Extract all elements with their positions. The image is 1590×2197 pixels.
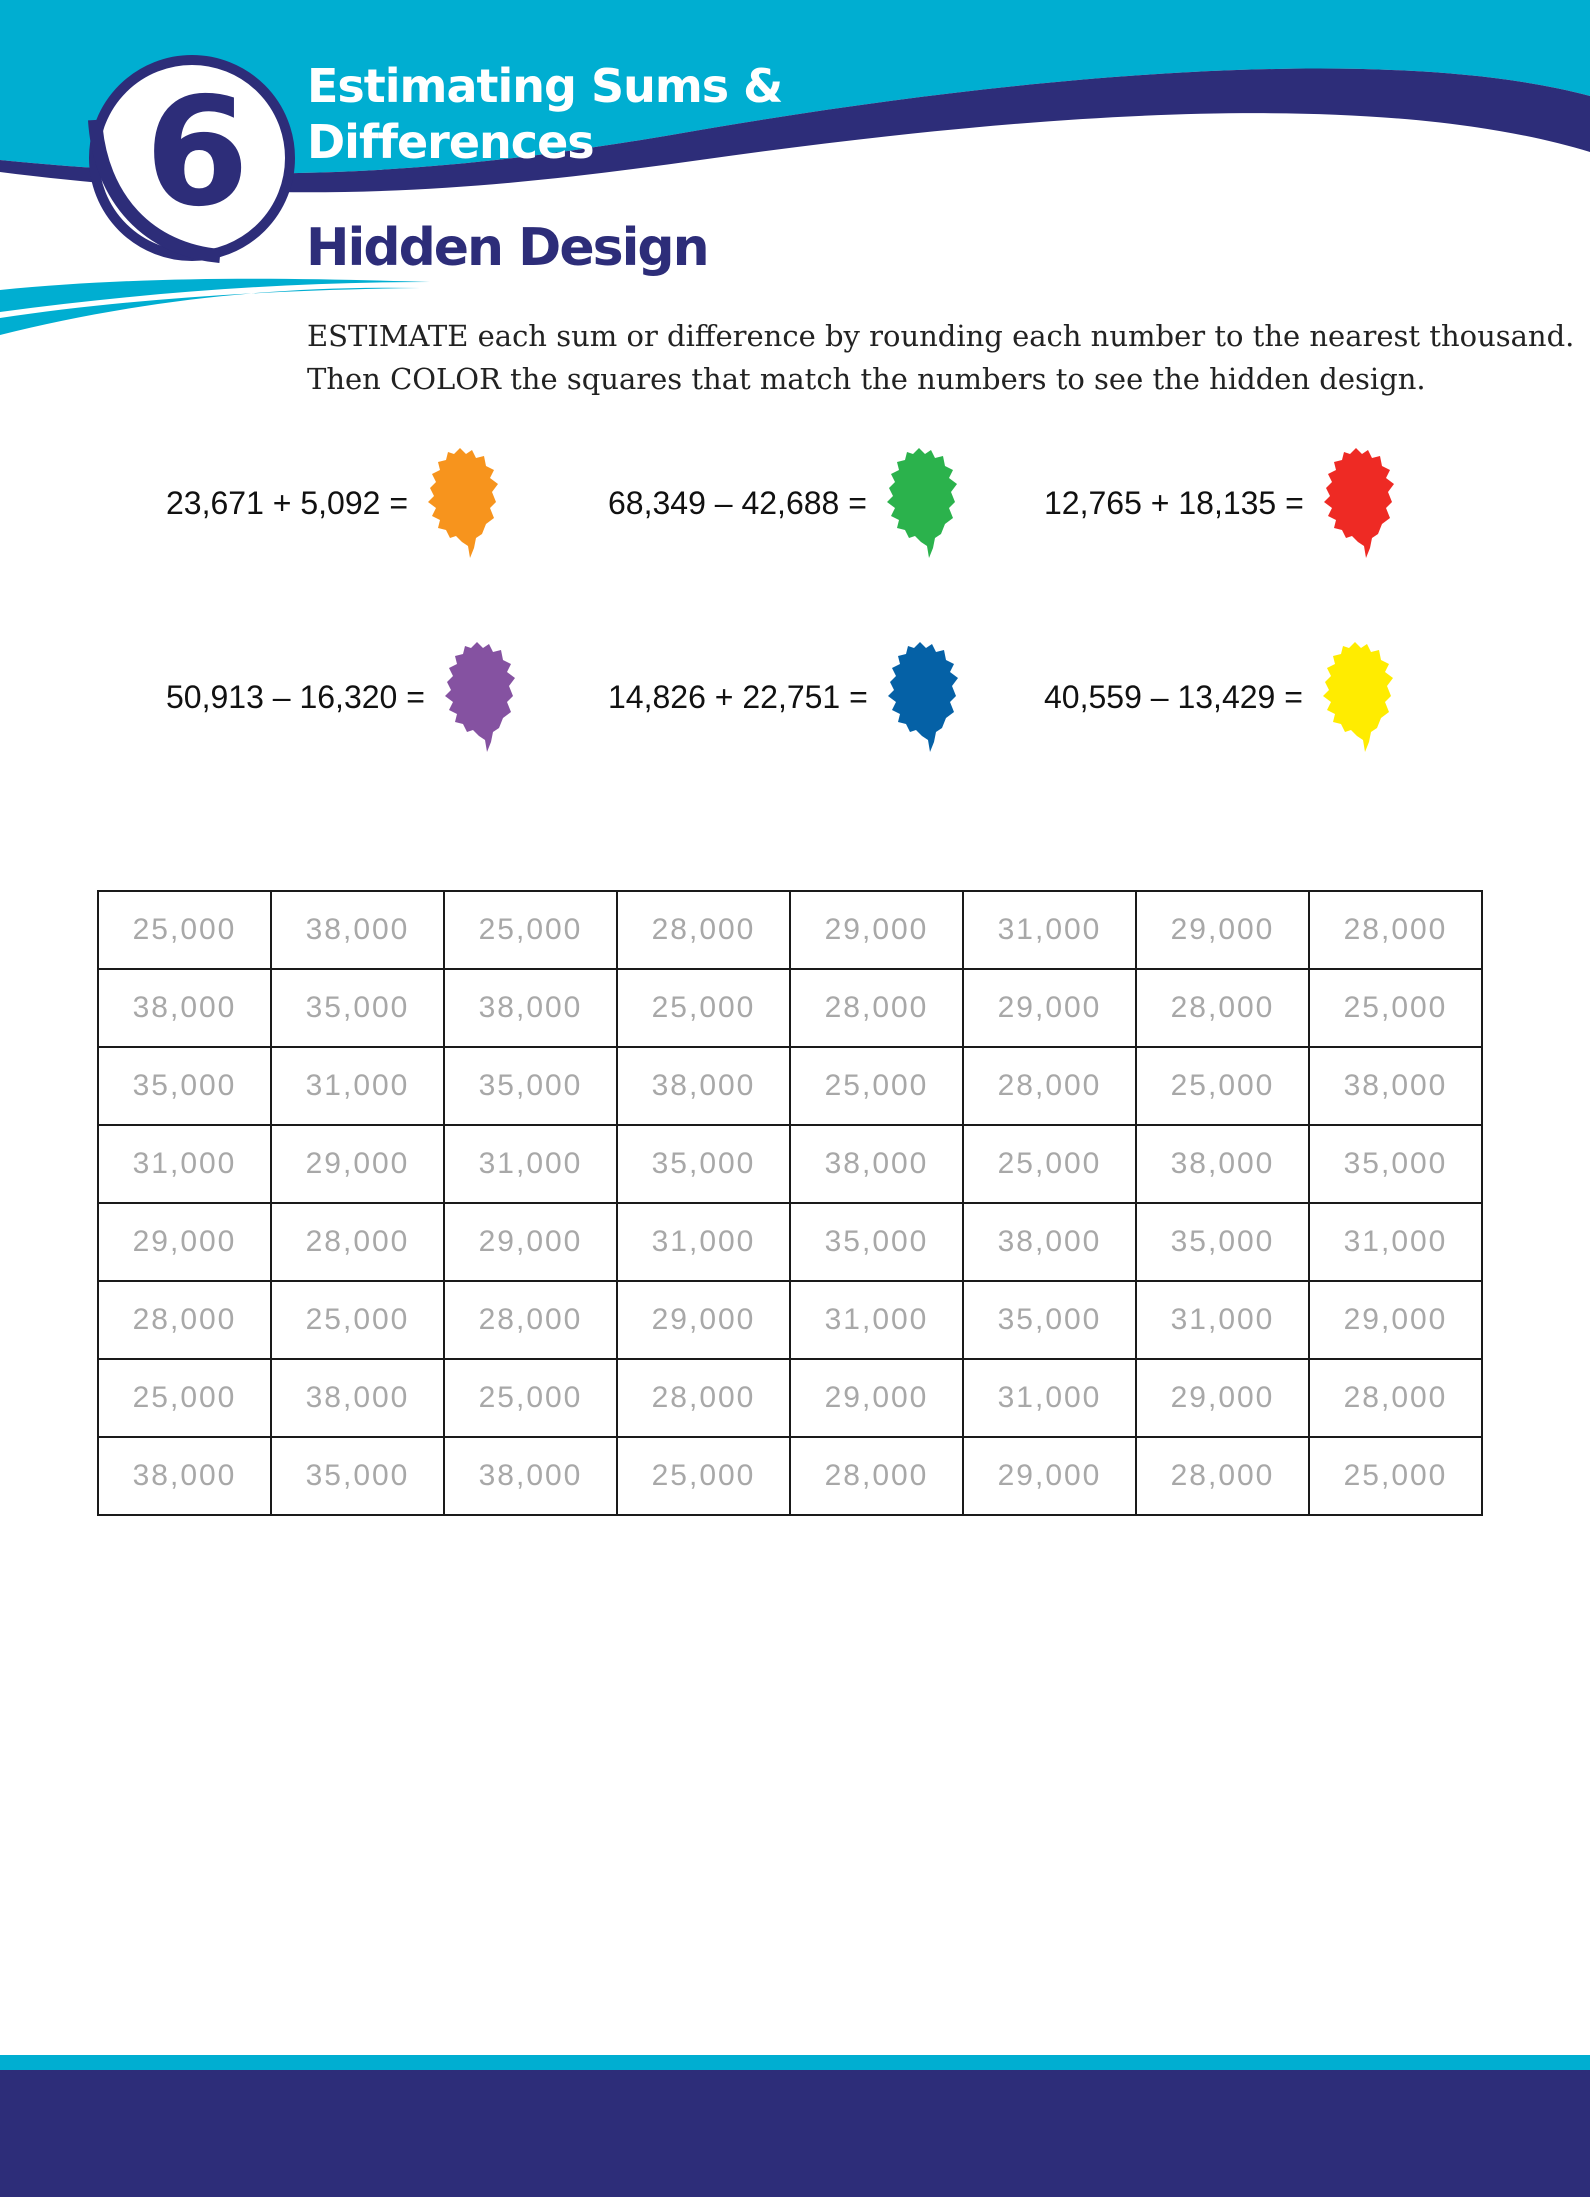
grid-cell[interactable]: 35,000	[271, 969, 444, 1047]
grid-cell[interactable]: 25,000	[1136, 1047, 1309, 1125]
table-row	[98, 1125, 1482, 1203]
unit-title-line-2: Differences	[307, 115, 594, 169]
grid-cell[interactable]: 25,000	[98, 891, 271, 969]
grid-cell[interactable]: 28,000	[271, 1203, 444, 1281]
page-title: Hidden Design	[306, 218, 708, 278]
red-paint-splat-icon	[1318, 444, 1398, 562]
hidden-design-grid	[97, 890, 1483, 1516]
problem-1	[166, 438, 502, 568]
grid-cell[interactable]: 31,000	[444, 1125, 617, 1203]
grid-cell[interactable]: 29,000	[963, 1437, 1136, 1515]
grid-cell[interactable]: 31,000	[617, 1203, 790, 1281]
problem-expression: 14,826 + 22,751 =	[608, 678, 868, 715]
grid-cell[interactable]: 31,000	[790, 1281, 963, 1359]
grid-cell[interactable]: 25,000	[98, 1359, 271, 1437]
instructions-line-1: ESTIMATE each sum or difference by rounding each number to the nearest thousand.	[307, 319, 1575, 353]
grid-cell[interactable]: 28,000	[1136, 969, 1309, 1047]
grid-cell[interactable]: 38,000	[963, 1203, 1136, 1281]
footer-bar	[0, 2070, 1590, 2197]
grid-cell[interactable]: 31,000	[963, 1359, 1136, 1437]
grid-cell[interactable]: 38,000	[444, 1437, 617, 1515]
grid-cell[interactable]: 29,000	[790, 891, 963, 969]
grid-cell[interactable]: 25,000	[444, 1359, 617, 1437]
grid-cell[interactable]: 38,000	[444, 969, 617, 1047]
grid-cell[interactable]: 29,000	[790, 1359, 963, 1437]
table-row	[98, 1281, 1482, 1359]
grid-cell[interactable]: 35,000	[444, 1047, 617, 1125]
orange-paint-splat-icon	[422, 444, 502, 562]
grid-cell[interactable]: 25,000	[1309, 1437, 1482, 1515]
grid-cell[interactable]: 38,000	[98, 969, 271, 1047]
problem-expression: 68,349 – 42,688 =	[608, 484, 867, 521]
grid-cell[interactable]: 25,000	[271, 1281, 444, 1359]
unit-title-line-1: Estimating Sums &	[307, 59, 783, 113]
instructions	[307, 315, 1575, 401]
grid-cell[interactable]: 28,000	[790, 1437, 963, 1515]
grid-cell[interactable]: 29,000	[271, 1125, 444, 1203]
table-row	[98, 1437, 1482, 1515]
grid-cell[interactable]: 28,000	[617, 1359, 790, 1437]
grid-cell[interactable]: 25,000	[617, 1437, 790, 1515]
grid-cell[interactable]: 25,000	[963, 1125, 1136, 1203]
grid-cell[interactable]: 35,000	[790, 1203, 963, 1281]
problem-2	[608, 438, 961, 568]
purple-paint-splat-icon	[439, 638, 519, 756]
problem-4	[166, 632, 519, 762]
grid-cell[interactable]: 38,000	[271, 891, 444, 969]
problem-expression: 12,765 + 18,135 =	[1044, 484, 1304, 521]
grid-cell[interactable]: 29,000	[617, 1281, 790, 1359]
grid-cell[interactable]: 28,000	[790, 969, 963, 1047]
grid-cell[interactable]: 29,000	[1136, 1359, 1309, 1437]
table-row	[98, 1359, 1482, 1437]
grid-cell[interactable]: 28,000	[444, 1281, 617, 1359]
grid-cell[interactable]: 35,000	[963, 1281, 1136, 1359]
unit-title	[307, 58, 782, 170]
grid-cell[interactable]: 35,000	[1309, 1125, 1482, 1203]
yellow-paint-splat-icon	[1317, 638, 1397, 756]
green-paint-splat-icon	[881, 444, 961, 562]
grid-cell[interactable]: 25,000	[617, 969, 790, 1047]
grid-cell[interactable]: 38,000	[1136, 1125, 1309, 1203]
table-row	[98, 969, 1482, 1047]
grid-cell[interactable]: 25,000	[1309, 969, 1482, 1047]
grid-cell[interactable]: 35,000	[617, 1125, 790, 1203]
table-row	[98, 891, 1482, 969]
grid-cell[interactable]: 38,000	[790, 1125, 963, 1203]
grid-cell[interactable]: 29,000	[963, 969, 1136, 1047]
grid-cell[interactable]: 35,000	[271, 1437, 444, 1515]
grid-cell[interactable]: 35,000	[1136, 1203, 1309, 1281]
grid-cell[interactable]: 29,000	[1309, 1281, 1482, 1359]
problem-expression: 23,671 + 5,092 =	[166, 484, 408, 521]
grid-cell[interactable]: 28,000	[617, 891, 790, 969]
problem-expression: 40,559 – 13,429 =	[1044, 678, 1303, 715]
grid-cell[interactable]: 31,000	[1309, 1203, 1482, 1281]
grid-cell[interactable]: 29,000	[444, 1203, 617, 1281]
grid-cell[interactable]: 38,000	[98, 1437, 271, 1515]
grid-cell[interactable]: 31,000	[1136, 1281, 1309, 1359]
grid-cell[interactable]: 38,000	[271, 1359, 444, 1437]
problem-expression: 50,913 – 16,320 =	[166, 678, 425, 715]
table-row	[98, 1203, 1482, 1281]
grid-cell[interactable]: 31,000	[271, 1047, 444, 1125]
grid-cell[interactable]: 35,000	[98, 1047, 271, 1125]
table-row	[98, 1047, 1482, 1125]
grid-cell[interactable]: 28,000	[1309, 891, 1482, 969]
problem-6	[1044, 632, 1397, 762]
blue-paint-splat-icon	[882, 638, 962, 756]
grid-cell[interactable]: 25,000	[444, 891, 617, 969]
instructions-line-2: Then COLOR the squares that match the numbers to see the hidden design.	[307, 362, 1426, 396]
grid-cell[interactable]: 38,000	[617, 1047, 790, 1125]
grid-cell[interactable]: 31,000	[963, 891, 1136, 969]
grid-cell[interactable]: 28,000	[98, 1281, 271, 1359]
grid-cell[interactable]: 28,000	[963, 1047, 1136, 1125]
grid-cell[interactable]: 28,000	[1309, 1359, 1482, 1437]
grid-cell[interactable]: 28,000	[1136, 1437, 1309, 1515]
grid-cell[interactable]: 38,000	[1309, 1047, 1482, 1125]
grid-cell[interactable]: 25,000	[790, 1047, 963, 1125]
problem-5	[608, 632, 962, 762]
grid-cell[interactable]: 29,000	[98, 1203, 271, 1281]
problem-3	[1044, 438, 1398, 568]
footer-stripe	[0, 2055, 1590, 2070]
unit-number-badge: 6	[144, 66, 246, 240]
grid-cell[interactable]: 31,000	[98, 1125, 271, 1203]
grid-cell[interactable]: 29,000	[1136, 891, 1309, 969]
